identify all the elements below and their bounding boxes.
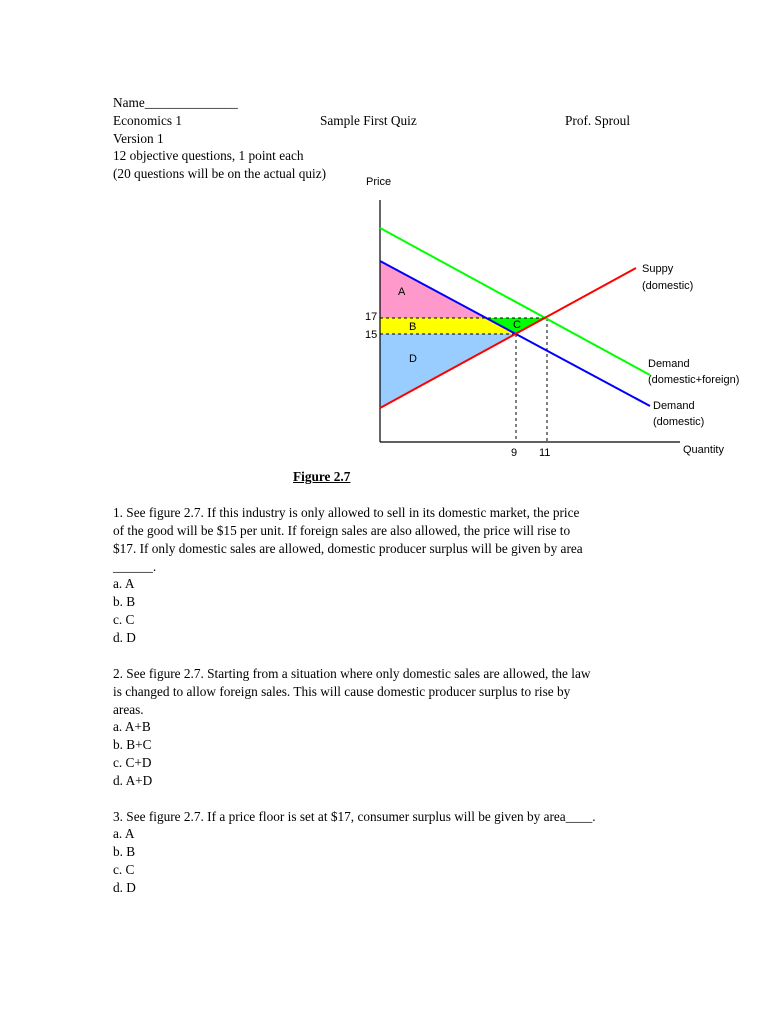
x-axis-label: Quantity: [683, 444, 724, 456]
area-c-label: C: [513, 319, 521, 331]
question-text-line: $17. If only domestic sales are allowed, domestic producer surplus will be given by area: [113, 541, 583, 556]
option-d: d. D: [113, 880, 136, 895]
supply-label-line-2: (domestic): [642, 280, 694, 292]
quiz-title: Sample First Quiz: [320, 113, 417, 128]
area-b-label: B: [409, 321, 417, 333]
demand-total-label-line-1: Demand: [648, 358, 690, 370]
question-text-line: 2. See figure 2.7. Starting from a situation where only domestic sales are allowed, the law: [113, 666, 591, 681]
figure-2-7-diagram: [0, 0, 768, 470]
option-b: b. B: [113, 594, 136, 609]
option-c: c. C+D: [113, 755, 152, 770]
version-label: Version 1: [113, 131, 164, 146]
demand-domestic-label-line-1: Demand: [653, 400, 695, 412]
name-field-label: Name______________: [113, 95, 238, 110]
demand-domestic-label-line-2: (domestic): [653, 416, 705, 428]
quiz-info-line-1: 12 objective questions, 1 point each: [113, 148, 304, 163]
option-c: c. C: [113, 862, 135, 877]
option-d: d. D: [113, 630, 136, 645]
y-axis-label: Price: [366, 176, 392, 188]
course-title: Economics 1: [113, 113, 183, 128]
question-text-line: of the good will be $15 per unit. If foreign sales are also allowed, the price will rise to: [113, 523, 571, 538]
price-tick-17: 17: [365, 311, 378, 323]
answer-blank: ______.: [113, 559, 157, 574]
quantity-tick-9: 9: [511, 447, 518, 459]
question-text-line: areas.: [113, 702, 144, 717]
option-a: a. A: [113, 576, 135, 591]
figure-caption: Figure 2.7: [293, 469, 351, 484]
demand-total-label-line-2: (domestic+foreign): [648, 374, 740, 386]
question-text-line: is changed to allow foreign sales. This will cause domestic producer surplus to rise by: [113, 684, 571, 699]
option-a: a. A: [113, 826, 135, 841]
question-text-line: 3. See figure 2.7. If a price floor is set at $17, consumer surplus will be given by area____.: [113, 809, 596, 824]
supply-label-line-1: Suppy: [642, 263, 674, 275]
area-d-label: D: [409, 353, 417, 365]
quantity-tick-11: 11: [539, 447, 551, 459]
option-a: a. A+B: [113, 719, 151, 734]
price-tick-15: 15: [365, 329, 378, 341]
question-text-line: 1. See figure 2.7. If this industry is only allowed to sell in its domestic market, the price: [113, 505, 580, 520]
quiz-info-line-2: (20 questions will be on the actual quiz): [113, 166, 327, 181]
professor-name: Prof. Sproul: [565, 113, 631, 128]
option-d: d. A+D: [113, 773, 153, 788]
option-b: b. B: [113, 844, 136, 859]
option-c: c. C: [113, 612, 135, 627]
option-b: b. B+C: [113, 737, 152, 752]
area-a-label: A: [398, 286, 406, 298]
